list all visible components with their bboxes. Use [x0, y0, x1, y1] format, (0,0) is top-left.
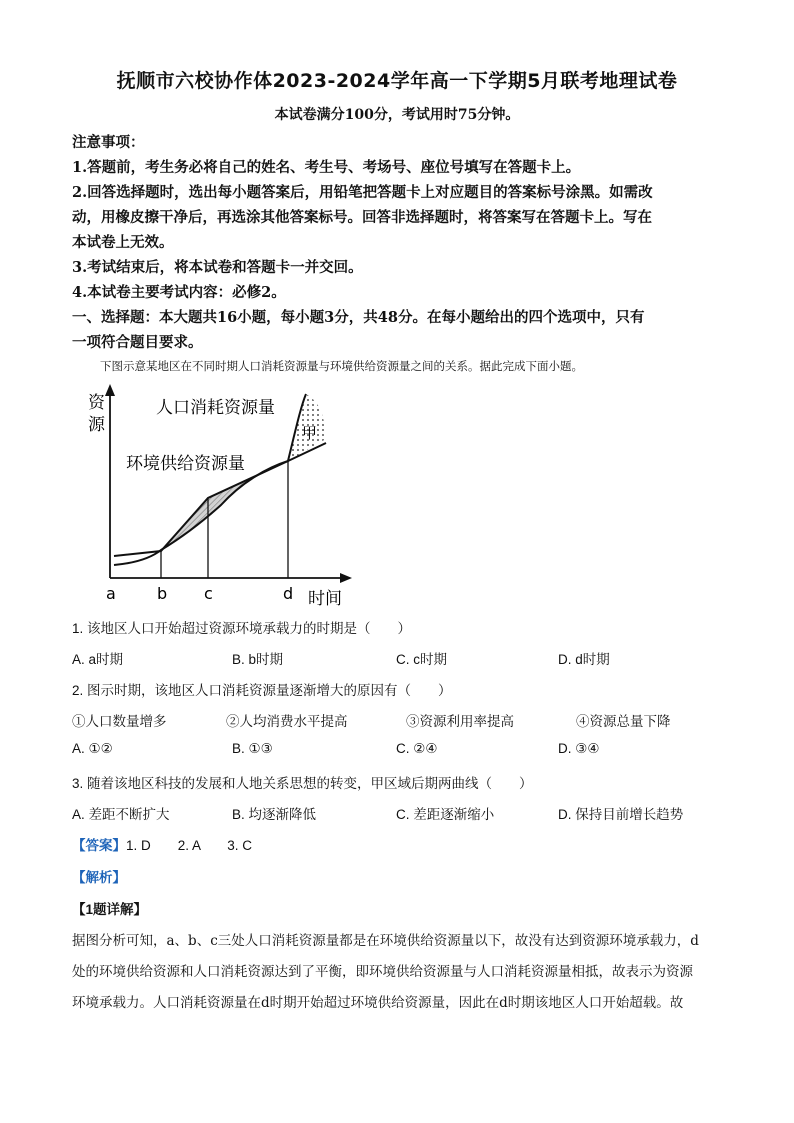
- figure-intro: 下图示意某地区在不同时期人口消耗资源量与环境供给资源量之间的关系。据此完成下面小题。: [100, 359, 583, 373]
- x-axis-label: 时间: [308, 589, 342, 609]
- exam-title: 抚顺市六校协作体2023-2024学年高一下学期5月联考地理试卷: [116, 70, 678, 92]
- analysis-line-3: 环境承载力。人口消耗资源量在d时期开始超过环境供给资源量，因此在d时期该地区人口开始超载。故: [72, 995, 684, 1011]
- supply-label: 环境供给资源量: [126, 454, 245, 474]
- q1-option-d[interactable]: D. d时期: [558, 652, 610, 667]
- q1-detail-label: 【1题详解】: [72, 902, 148, 917]
- resource-chart: [76, 378, 376, 610]
- x-tick-b: b: [157, 584, 168, 603]
- consumption-curve: [114, 394, 306, 565]
- notes-line-2: 2.回答选择题时，选出每小题答案后，用铅笔把答题卡上对应题目的答案标号涂黑。如需改: [72, 184, 653, 201]
- notes-line-1: 1.答题前，考生务必将自己的姓名、考生号、考场号、座位号填写在答题卡上。: [72, 159, 581, 176]
- notes-heading: 注意事项：: [72, 134, 145, 151]
- exam-subtitle: 本试卷满分100分，考试用时75分钟。: [274, 107, 520, 123]
- q3-option-b[interactable]: B. 均逐渐降低: [232, 807, 317, 822]
- region-jia-label: 甲: [302, 424, 318, 442]
- section-heading-line-2: 一项符合题目要求。: [72, 334, 203, 351]
- question-2-stem: 2. 图示时期，该地区人口消耗资源量逐渐增大的原因有（ ）: [72, 683, 452, 698]
- q1-option-b[interactable]: B. b时期: [232, 652, 284, 667]
- analysis-line-1: 据图分析可知，a、b、c三处人口消耗资源量都是在环境供给资源量以下，故没有达到资源环境承载力，d: [72, 933, 699, 949]
- q2-item-4: ④资源总量下降: [576, 714, 671, 729]
- notes-line-3: 动，用橡皮擦干净后，再选涂其他答案标号。回答非选择题时，将答案写在答题卡上。写在: [72, 209, 652, 226]
- y-axis-arrow: [105, 384, 115, 396]
- q2-item-2: ②人均消费水平提高: [226, 714, 348, 729]
- y-label-bottom: 源: [88, 415, 105, 435]
- notes-line-5: 3.考试结束后，将本试卷和答题卡一并交回。: [72, 259, 363, 276]
- x-tick-a: a: [106, 584, 116, 603]
- q2-option-a[interactable]: A. ①②: [72, 741, 113, 756]
- x-axis-arrow: [340, 573, 352, 583]
- answer-text: 1. D 2. A 3. C: [126, 838, 253, 853]
- answer-line: [72, 834, 252, 854]
- consumption-label: 人口消耗资源量: [156, 398, 275, 418]
- q3-option-a[interactable]: A. 差距不断扩大: [72, 807, 170, 822]
- x-tick-d: d: [283, 584, 294, 603]
- q2-option-d[interactable]: D. ③④: [558, 741, 600, 756]
- q2-item-1: ①人口数量增多: [72, 714, 167, 729]
- q1-option-a[interactable]: A. a时期: [72, 652, 124, 667]
- section-heading-line-1: 一、选择题：本大题共16小题，每小题3分，共48分。在每小题给出的四个选项中，只有: [72, 309, 645, 326]
- q3-option-c[interactable]: C. 差距逐渐缩小: [396, 807, 495, 822]
- q2-option-c[interactable]: C. ②④: [396, 741, 438, 756]
- q2-option-b[interactable]: B. ①③: [232, 741, 273, 756]
- answer-label: 【答案】: [72, 838, 126, 853]
- q3-option-d[interactable]: D. 保持目前增长趋势: [558, 807, 684, 822]
- q1-option-c[interactable]: C. c时期: [396, 652, 448, 667]
- x-tick-c: c: [204, 584, 213, 603]
- q2-item-3: ③资源利用率提高: [406, 714, 514, 729]
- question-1-stem: 1. 该地区人口开始超过资源环境承载力的时期是（ ）: [72, 621, 412, 636]
- y-label-top: 资: [88, 393, 105, 413]
- analysis-line-2: 处的环境供给资源和人口消耗资源达到了平衡，即环境供给资源量与人口消耗资源量相抵，故表示为资源: [72, 964, 693, 980]
- notes-line-6: 4.本试卷主要考试内容：必修2。: [72, 284, 286, 301]
- question-3-stem: 3. 随着该地区科技的发展和人地关系思想的转变，甲区域后期两曲线（ ）: [72, 776, 533, 791]
- notes-line-4: 本试卷上无效。: [72, 234, 174, 251]
- analysis-label: 【解析】: [72, 870, 126, 885]
